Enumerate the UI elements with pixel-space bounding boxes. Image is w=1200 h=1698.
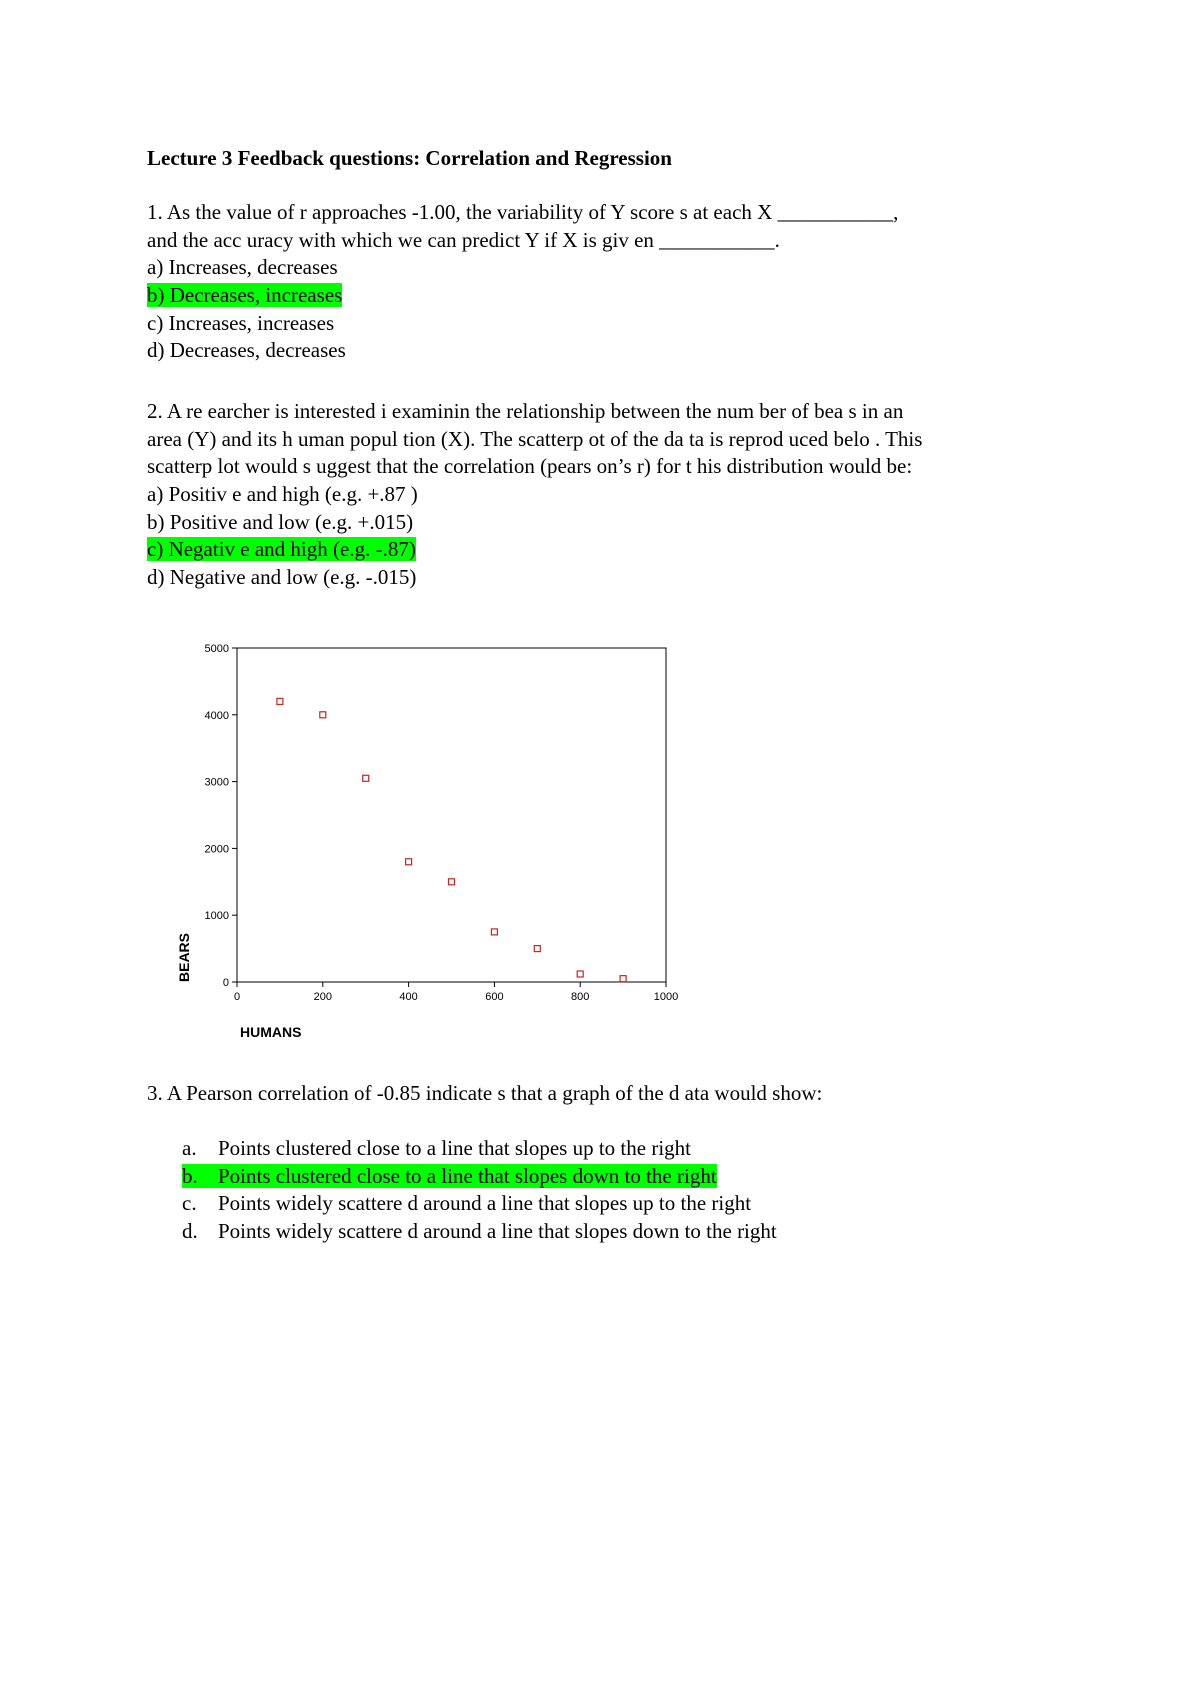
question-2 [147,398,922,592]
option-text: Points widely scattere d around a line that slopes up to the right [218,1191,752,1216]
x-tick-label: 200 [313,991,332,1003]
question-1-stem-line: 1. As the value of r approaches -1.00, the variability of Y score s at each X ___________, [147,200,899,224]
x-tick-label: 600 [485,991,504,1003]
x-tick-label: 1000 [653,991,679,1003]
question-3-stem: 3. A Pearson correlation of -0.85 indicate s that a graph of the d ata would show: [147,1081,823,1105]
question-1-option-b: b) Decreases, increases [147,283,343,308]
x-tick-label: 400 [399,991,418,1003]
option-letter: d. [182,1219,198,1244]
question-1-option-a: a) Increases, decreases [147,255,338,280]
question-1 [147,199,898,365]
y-tick-label: 4000 [204,709,229,722]
option-letter: c. [182,1191,197,1216]
option-text: Points widely scattere d around a line that slopes down to the right [218,1219,777,1244]
x-tick-label: 0 [233,991,241,1003]
option-text: Points clustered close to a line that slopes down to the right [218,1163,717,1188]
question-3-option-c [182,1191,751,1215]
question-2-stem-line: 2. A re earcher is interested i examinin the relationship between the num ber of bea s in an [147,399,904,423]
option-text: Points clustered close to a line that slopes up to the right [218,1136,692,1160]
y-axis-label: BEARS [176,932,192,982]
option-letter: a. [182,1136,197,1160]
data-point [277,698,283,704]
x-tick-label: 800 [571,991,590,1003]
question-2-option-d: d) Negative and low (e.g. -.015) [147,565,417,590]
data-point [320,712,326,718]
y-tick-label: 3000 [204,776,229,789]
data-point [491,929,497,935]
question-3-option-d [182,1219,777,1243]
data-point [449,879,455,885]
question-2-stem-line: area (Y) and its h uman popul tion (X). The scatterp ot of the da ta is reprod uced belo . This [147,426,923,451]
y-tick-label: 0 [222,977,229,989]
question-2-option-c: c) Negativ e and high (e.g. -.87) [147,537,416,562]
question-3 [147,1080,822,1108]
plot-frame [237,648,666,982]
x-axis-label: HUMANS [240,1024,302,1040]
question-3-option-b [182,1164,717,1188]
question-3-options [182,1135,777,1246]
data-point [406,859,412,865]
y-tick-label: 5000 [204,643,229,655]
question-2-option-a: a) Positiv e and high (e.g. +.87 ) [147,482,418,507]
question-2-option-b: b) Positive and low (e.g. +.015) [147,509,414,534]
question-3-option-a [182,1136,691,1160]
page-title: Lecture 3 Feedback questions: Correlation and Regression [147,146,672,170]
y-tick-label: 1000 [204,910,229,923]
question-2-stem-line: scatterp lot would s uggest that the correlation (pears on’s r) for t his distribution would be: [147,454,913,479]
option-letter: b. [182,1163,198,1188]
question-1-option-d: d) Decreases, decreases [147,338,346,363]
data-point [363,775,369,781]
question-1-stem-line: and the acc uracy with which we can predict Y if X is giv en ___________. [147,227,780,252]
data-point [620,976,626,982]
question-1-option-c: c) Increases, increases [147,310,335,335]
data-point [577,971,583,977]
scatter-chart [160,630,700,1050]
y-tick-label: 2000 [204,843,229,856]
data-point [534,946,540,952]
